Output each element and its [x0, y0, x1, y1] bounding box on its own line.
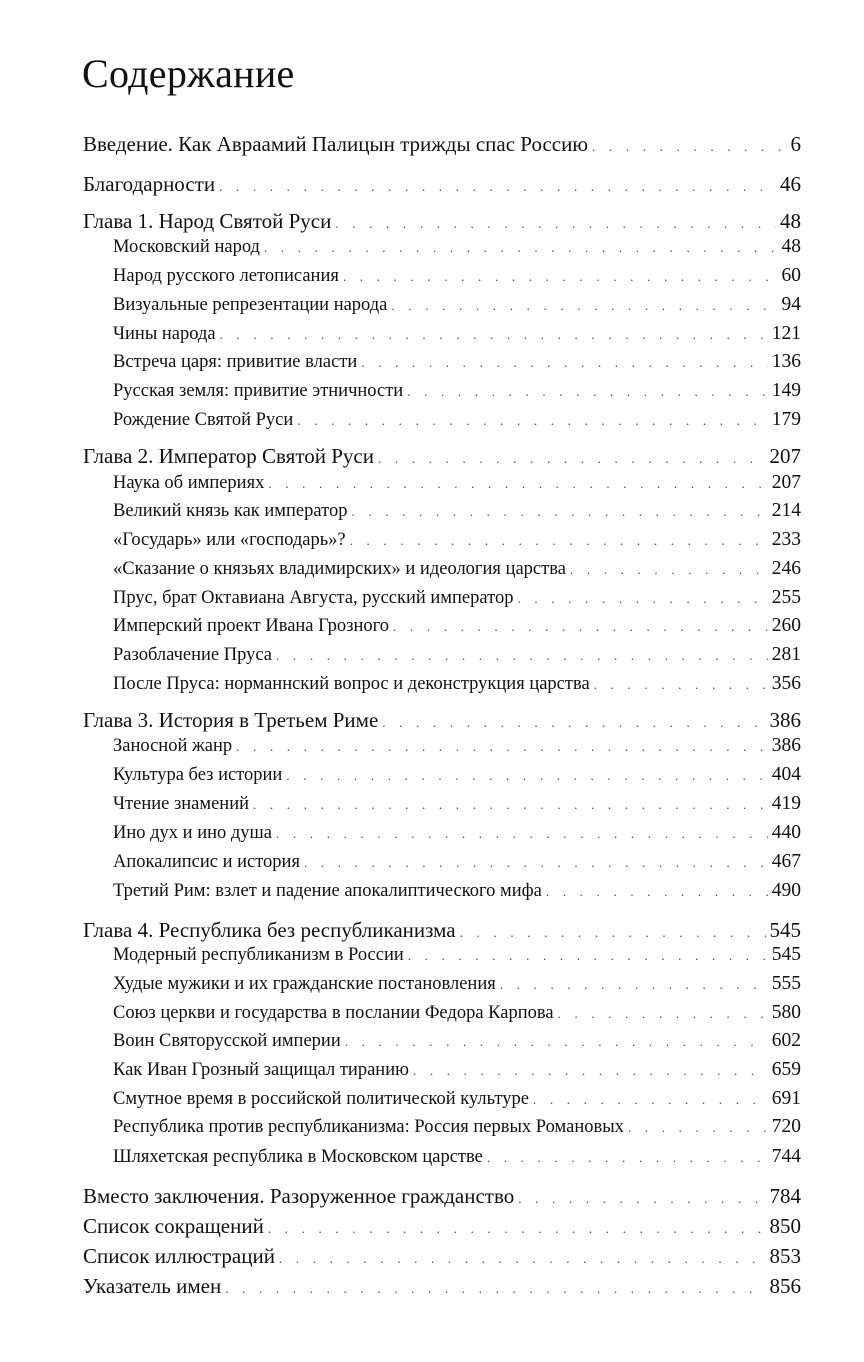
dot-leader — [378, 451, 766, 467]
toc-section-entry — [113, 944, 801, 970]
toc-entry-title: Прус, брат Октавиана Августа, русский император — [113, 588, 517, 609]
toc-page-number: 260 — [771, 615, 801, 636]
dot-leader — [546, 884, 768, 900]
dot-leader — [391, 298, 777, 314]
toc-section-entry — [113, 380, 801, 406]
toc-entry-title: Глава 3. История в Третьем Риме — [83, 708, 382, 733]
toc-page-number: 744 — [771, 1146, 801, 1167]
page-title: Содержание — [82, 51, 295, 96]
dot-leader — [382, 715, 765, 731]
toc-page-number: 121 — [771, 323, 801, 344]
dot-leader — [408, 948, 768, 964]
toc-page-number: 46 — [780, 172, 801, 196]
toc-section-entry — [113, 793, 801, 819]
dot-leader — [487, 1150, 768, 1166]
dot-leader — [594, 677, 768, 693]
toc-page-number: 720 — [771, 1116, 801, 1137]
toc-page-number: 467 — [771, 851, 801, 872]
toc-section-entry — [113, 615, 801, 641]
dot-leader — [558, 1006, 768, 1022]
dot-leader — [304, 855, 768, 871]
dot-leader — [297, 413, 767, 429]
dot-leader — [335, 216, 776, 232]
toc-section-entry — [113, 265, 801, 291]
toc-page-number: 784 — [769, 1184, 801, 1208]
toc-entry-title: Список сокращений — [83, 1214, 268, 1239]
toc-section-entry — [113, 409, 801, 435]
toc-page-number: 691 — [771, 1088, 801, 1109]
toc-entry-title: Глава 4. Республика без республиканизма — [83, 918, 460, 943]
toc-entry-title: Глава 1. Народ Святой Руси — [83, 209, 335, 234]
toc-section-entry — [113, 558, 801, 584]
dot-leader — [276, 648, 768, 664]
toc-entry-title: Шляхетская республика в Московском царстве — [113, 1147, 487, 1168]
dot-leader — [350, 533, 768, 549]
dot-leader — [500, 977, 768, 993]
toc-entry-title: Народ русского летописания — [113, 266, 343, 287]
toc-entry-title: Московский народ — [113, 237, 264, 258]
dot-leader — [460, 925, 766, 941]
dot-leader — [407, 384, 768, 400]
toc-entry-title: Русская земля: привитие этничности — [113, 381, 407, 402]
toc-page-number: 233 — [771, 529, 801, 550]
toc-page-number: 255 — [771, 587, 801, 608]
toc-entry-title: Чины народа — [113, 324, 220, 345]
toc-entry-title: Великий князь как император — [113, 501, 351, 522]
toc-page-number: 386 — [771, 735, 801, 756]
toc-entry-title: Воин Святорусской империи — [113, 1031, 345, 1052]
toc-section-entry — [113, 472, 801, 498]
toc-section-entry — [113, 529, 801, 555]
toc-page-number: 136 — [771, 351, 801, 372]
dot-leader — [570, 562, 768, 578]
toc-chapter-entry — [83, 1214, 801, 1240]
dot-leader — [343, 269, 778, 285]
toc-page-number: 281 — [771, 644, 801, 665]
toc-page-number: 60 — [781, 265, 801, 286]
toc-section-entry — [113, 822, 801, 848]
toc-entry-title: Разоблачение Пруса — [113, 645, 276, 666]
toc-page-number: 856 — [769, 1274, 801, 1298]
toc-section-entry — [113, 851, 801, 877]
toc-page-number: 386 — [769, 708, 801, 732]
toc-page-number: 48 — [781, 236, 801, 257]
toc-entry-title: Рождение Святой Руси — [113, 410, 297, 431]
toc-entry-title: Введение. Как Авраамий Палицын трижды спас Россию — [83, 132, 592, 157]
toc-section-entry — [113, 673, 801, 699]
toc-chapter-entry — [83, 708, 801, 734]
dot-leader — [533, 1092, 768, 1108]
toc-section-entry — [113, 1059, 801, 1085]
dot-leader — [264, 240, 778, 256]
toc-section-entry — [113, 973, 801, 999]
toc-entry-title: Третий Рим: взлет и падение апокалиптического мифа — [113, 881, 546, 902]
toc-entry-title: Апокалипсис и история — [113, 852, 304, 873]
dot-leader — [351, 504, 767, 520]
toc-page-number: 179 — [771, 409, 801, 430]
toc-entry-title: Наука об империях — [113, 473, 268, 494]
dot-leader — [518, 1191, 765, 1207]
toc-entry-title: Указатель имен — [83, 1274, 225, 1299]
toc-chapter-entry — [83, 1274, 801, 1300]
toc-section-entry — [113, 880, 801, 906]
toc-page-number: 602 — [771, 1030, 801, 1051]
toc-page-number: 207 — [769, 444, 801, 468]
toc-entry-title: Республика против республиканизма: Россия первых Романовых — [113, 1117, 628, 1138]
toc-section-entry — [113, 1146, 801, 1172]
toc-page-number: 490 — [771, 880, 801, 901]
toc-page-number: 580 — [771, 1002, 801, 1023]
toc-page-number: 419 — [771, 793, 801, 814]
toc-section-entry — [113, 323, 801, 349]
toc-page-number: 853 — [769, 1244, 801, 1268]
toc-page-number: 850 — [769, 1214, 801, 1238]
toc-chapter-entry — [83, 444, 801, 470]
toc-page-number: 659 — [771, 1059, 801, 1080]
toc-page-number: 6 — [790, 132, 801, 156]
toc-entry-title: Культура без истории — [113, 765, 286, 786]
toc-section-entry — [113, 644, 801, 670]
toc-entry-title: Худые мужики и их гражданские постановления — [113, 974, 500, 995]
dot-leader — [253, 797, 768, 813]
toc-entry-title: Как Иван Грозный защищал тиранию — [113, 1060, 413, 1081]
dot-leader — [393, 619, 768, 635]
toc-entry-title: «Сказание о князьях владимирских» и идеология царства — [113, 559, 570, 580]
toc-entry-title: Имперский проект Ивана Грозного — [113, 616, 393, 637]
toc-section-entry — [113, 236, 801, 262]
dot-leader — [592, 139, 786, 155]
toc-section-entry — [113, 1030, 801, 1056]
toc-section-entry — [113, 764, 801, 790]
toc-section-entry — [113, 1116, 801, 1142]
toc-page-number: 246 — [771, 558, 801, 579]
toc-section-entry — [113, 1002, 801, 1028]
toc-chapter-entry — [83, 172, 801, 198]
dot-leader — [225, 1281, 765, 1297]
toc-entry-title: Ино дух и ино душа — [113, 823, 276, 844]
toc-entry-title: Список иллюстраций — [83, 1244, 279, 1269]
toc-entry-title: Союз церкви и государства в послании Федора Карпова — [113, 1003, 558, 1024]
toc-page-number: 545 — [769, 918, 801, 942]
toc-page-number: 356 — [771, 673, 801, 694]
dot-leader — [345, 1034, 768, 1050]
toc-section-entry — [113, 735, 801, 761]
toc-section-entry — [113, 500, 801, 526]
toc-page-number: 48 — [780, 209, 801, 233]
dot-leader — [268, 1221, 766, 1237]
dot-leader — [517, 591, 767, 607]
toc-entry-title: Вместо заключения. Разоруженное гражданство — [83, 1184, 518, 1209]
toc-entry-title: Чтение знамений — [113, 794, 253, 815]
dot-leader — [279, 1251, 766, 1267]
dot-leader — [276, 826, 768, 842]
toc-page-number: 214 — [771, 500, 801, 521]
dot-leader — [286, 768, 767, 784]
toc-entry-title: Смутное время в российской политической культуре — [113, 1089, 533, 1110]
toc-entry-title: Модерный республиканизм в России — [113, 945, 408, 966]
toc-entry-title: Благодарности — [83, 172, 219, 197]
toc-section-entry — [113, 1088, 801, 1114]
toc-section-entry — [113, 294, 801, 320]
toc-chapter-entry — [83, 1244, 801, 1270]
toc-entry-title: Встреча царя: привитие власти — [113, 352, 361, 373]
dot-leader — [268, 476, 767, 492]
toc-chapter-entry — [83, 918, 801, 944]
toc-page-number: 404 — [771, 764, 801, 785]
toc-page-number: 207 — [771, 472, 801, 493]
toc-section-entry — [113, 587, 801, 613]
toc-entry-title: Заносной жанр — [113, 736, 236, 757]
toc-page-number: 545 — [771, 944, 801, 965]
toc-entry-title: Глава 2. Император Святой Руси — [83, 444, 378, 469]
dot-leader — [628, 1120, 768, 1136]
toc-page-number: 440 — [771, 822, 801, 843]
dot-leader — [413, 1063, 768, 1079]
toc-chapter-entry — [83, 132, 801, 158]
toc-page-number: 555 — [771, 973, 801, 994]
dot-leader — [361, 355, 767, 371]
toc-section-entry — [113, 351, 801, 377]
dot-leader — [236, 739, 768, 755]
toc-chapter-entry — [83, 1184, 801, 1210]
toc-entry-title: Визуальные репрезентации народа — [113, 295, 391, 316]
dot-leader — [220, 327, 768, 343]
toc-page-number: 94 — [781, 294, 801, 315]
toc-chapter-entry — [83, 209, 801, 235]
dot-leader — [219, 179, 776, 195]
toc-page-number: 149 — [771, 380, 801, 401]
toc-entry-title: После Пруса: норманнский вопрос и деконструкция царства — [113, 674, 594, 695]
toc-entry-title: «Государь» или «господарь»? — [113, 530, 350, 551]
